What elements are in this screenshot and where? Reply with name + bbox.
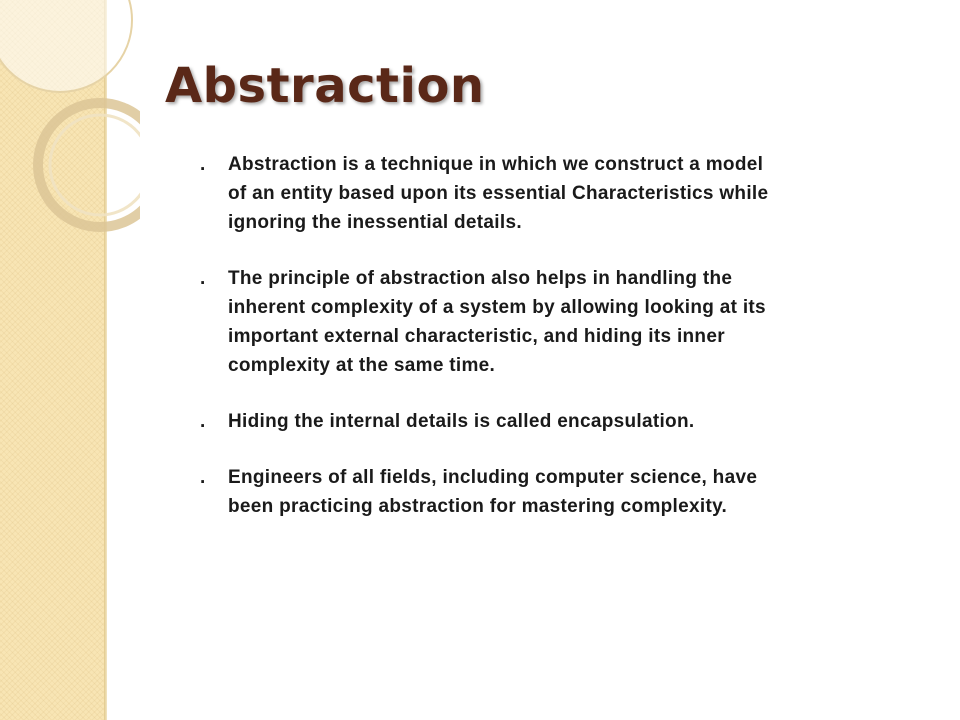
bullet-text: Hiding the internal details is called encapsulation. [228, 411, 695, 432]
bullet-item [200, 150, 780, 237]
slide-title: Abstraction [165, 58, 485, 114]
bullet-list [200, 150, 780, 548]
bullet-marker: . [200, 268, 206, 289]
bullet-item [200, 407, 780, 436]
bullet-marker: . [200, 411, 206, 432]
bullet-text: The principle of abstraction also helps in handling the inherent complexity of a system by allowing looking at its important external characteristic, and hiding its inner complexity at the same time. [228, 268, 766, 376]
bullet-text: Abstraction is a technique in which we construct a model of an entity based upon its essential Characteristics while ignoring the inessential details. [228, 154, 769, 233]
bullet-item [200, 264, 780, 380]
bullet-text: Engineers of all fields, including computer science, have been practicing abstraction for mastering complexity. [228, 467, 758, 517]
bullet-marker: . [200, 467, 206, 488]
bullet-item [200, 463, 780, 521]
decorative-rings-icon [0, 0, 140, 260]
bullet-marker: . [200, 154, 206, 175]
